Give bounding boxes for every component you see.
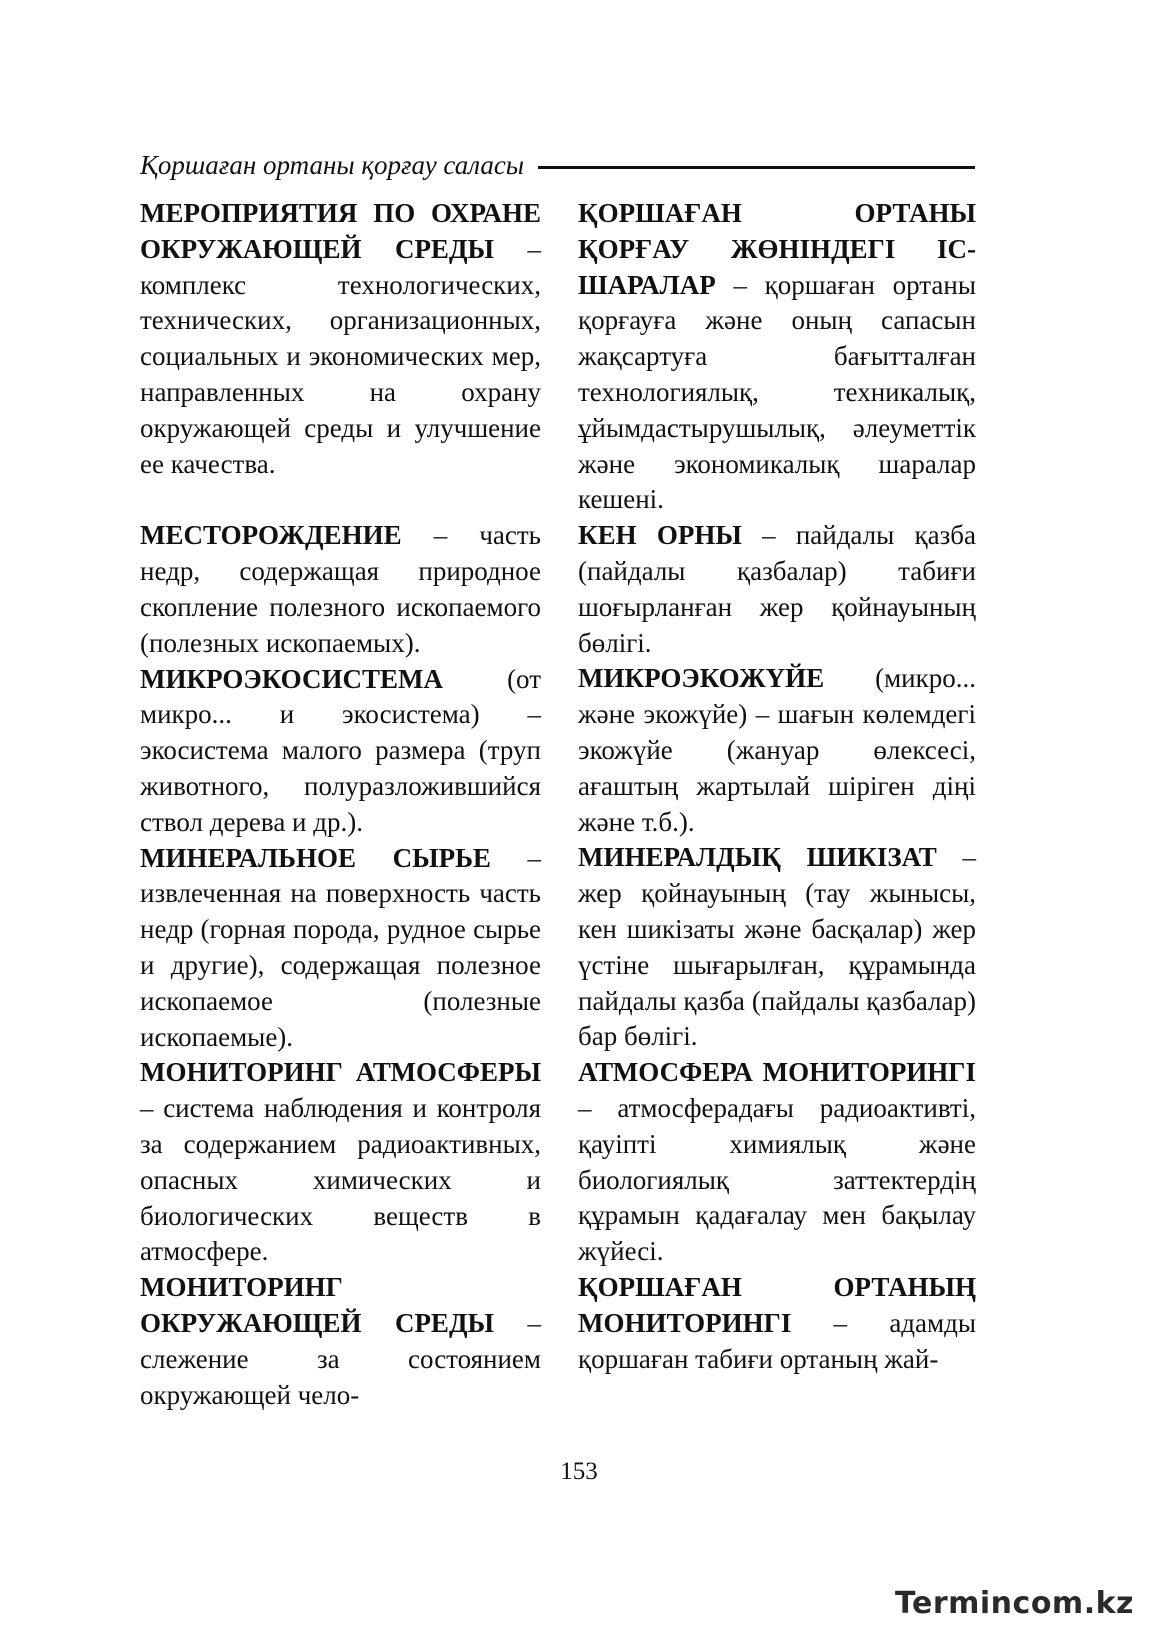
entry-definition: – атмосферадағы радиоактивті, қауіпті химиялық және биологиялық заттектердің құрамын қадағалау мен бақылау жүйесі. (578, 1092, 976, 1267)
glossary-entry (140, 196, 541, 482)
entry-term: МОНИТОРИНГ АТМОСФЕРЫ (140, 1057, 541, 1088)
entry-definition: – пайдалы қазба (пайдалы қазбалар) табиғи шоғырланған жер қойнауының бөлігі. (578, 520, 976, 658)
entry-definition: – жер қойнауының (тау жынысы, кен шикізаты және басқалар) жер үстіне шығарылған, құрамында пайдалы қазба (пайдалы қазбалар) бар бөлігі. (578, 842, 976, 1052)
entry-definition: – адамды қоршаған табиғи ортаның жай- (578, 1307, 976, 1374)
running-header-title: Қоршаған ортаны қорғау саласы (140, 149, 525, 180)
glossary-entry (578, 196, 976, 518)
entry-definition: – часть недр, содержащая природное скопление полезного ископаемого (полезных ископаемых). (140, 520, 541, 658)
glossary-entry (140, 662, 541, 841)
entry-term: МИКРОЭКОСИСТЕМА (140, 663, 443, 694)
entry-definition: – қоршаған ортаны қорғауға және оның сапасын жақсартуға бағытталған технологиялық, техникалық, ұйымдастырушылық, әлеуметтік және экономикалық шаралар кешені. (578, 269, 976, 515)
entry-definition: – извлеченная на поверхность часть недр (горная порода, рудное сырье и другие), содержащая полезное ископаемое (полезные ископаемые). (140, 842, 541, 1052)
entry-term: МОНИТОРИНГ ОКРУЖАЮЩЕЙ СРЕДЫ (140, 1272, 495, 1338)
entry-definition: (от микро... и экосистема) – экосистема малого размера (труп животного, полуразложившийся ствол дерева и др.). (140, 663, 541, 837)
entry-term: ҚОРШАҒАН ОРТАНЫҢ МОНИТОРИНГІ (578, 1271, 976, 1338)
entry-term: МЕСТОРОЖДЕНИЕ (140, 520, 402, 551)
entry-definition: – система наблюдения и контроля за содержанием радиоактивных, опасных химических и биологических веществ в атмосфере. (140, 1093, 541, 1267)
entry-term: МЕРОПРИЯТИЯ ПО ОХРАНЕ ОКРУЖАЮЩЕЙ СРЕДЫ (140, 198, 541, 264)
entry-term: МИНЕРАЛДЫҚ ШИКІЗАТ (578, 842, 937, 873)
glossary-entry (578, 518, 976, 661)
glossary-entry (140, 1270, 541, 1413)
running-header (140, 145, 975, 185)
glossary-entry (140, 841, 541, 1056)
site-watermark-logo: Termincom.kz (895, 1586, 1134, 1621)
entry-term: АТМОСФЕРА МОНИТОРИНГІ (578, 1057, 976, 1088)
page-number: 153 (560, 1458, 598, 1485)
glossary-entry (578, 661, 976, 840)
entry-term: МИНЕРАЛЬНОЕ СЫРЬЕ (140, 842, 491, 873)
entry-definition: – слежение за состоянием окружающей чело- (140, 1307, 541, 1410)
entry-definition: – комплекс технологических, технических, организационных, социальных и экономических мер, направленных на охрану окружающей среды и улучшение ее качества. (140, 233, 541, 479)
right-column-kazakh (578, 196, 976, 1377)
glossary-entry (140, 1055, 541, 1270)
entry-term: МИКРОЭКОЖҮЙЕ (578, 663, 825, 694)
glossary-entry (578, 1055, 976, 1270)
entry-term: КЕН ОРНЫ (578, 520, 742, 551)
entry-definition: (микро... және экожүйе) – шағын көлемдегі экожүйе (жануар өлексесі, ағаштың жартылай шіріген діңі және т.б.). (578, 663, 976, 837)
glossary-entry (140, 518, 541, 661)
glossary-entry (578, 840, 976, 1055)
header-rule (538, 166, 975, 169)
entry-term: ҚОРШАҒАН ОРТАНЫ ҚОРҒАУ ЖӨНІНДЕГІ ІС-ШАРАЛАР (578, 198, 976, 300)
glossary-entry (578, 1270, 976, 1377)
left-column-russian (140, 196, 541, 1413)
